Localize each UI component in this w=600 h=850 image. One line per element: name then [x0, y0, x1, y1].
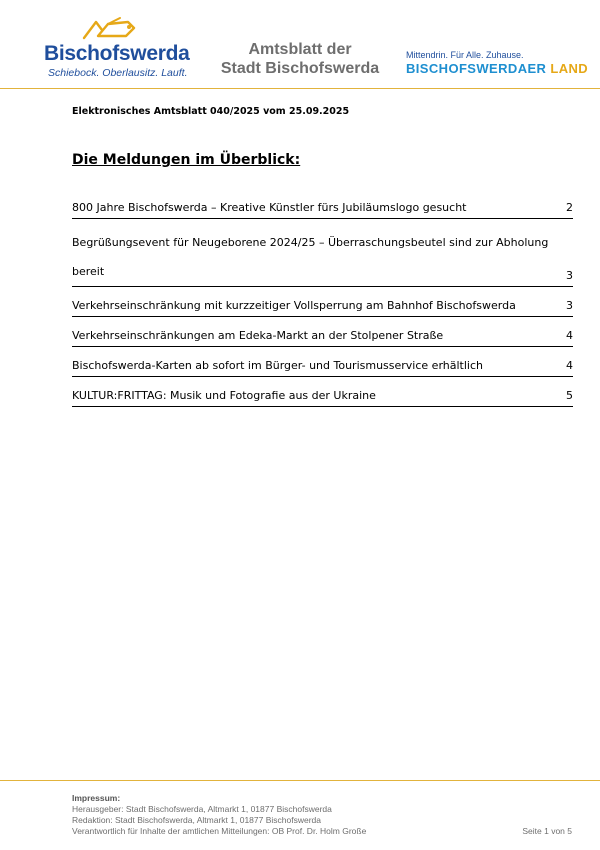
- page-header: [0, 0, 600, 89]
- toc-item-page: 2: [566, 201, 573, 214]
- region-name: [406, 61, 588, 76]
- imprint-editorial: Redaktion: Stadt Bischofswerda, Altmarkt 1, 01877 Bischofswerda: [72, 815, 321, 825]
- toc-item-page: 3: [566, 269, 573, 282]
- toc-item[interactable]: [72, 228, 573, 287]
- region-logo[interactable]: [406, 50, 588, 76]
- toc-item-page: 3: [566, 299, 573, 312]
- toc-item-title: Verkehrseinschränkungen am Edeka-Markt an der Stolpener Straße: [72, 329, 444, 342]
- imprint-responsible: Verantwortlich für Inhalte der amtlichen Mitteilungen: OB Prof. Dr. Holm Große: [72, 826, 367, 836]
- title-line-1: Amtsblatt der: [248, 41, 352, 58]
- toc-item[interactable]: [72, 356, 573, 377]
- footer-divider: [0, 780, 600, 781]
- toc-item-page: 4: [566, 359, 573, 372]
- toc-item[interactable]: [72, 198, 573, 219]
- issue-line: Elektronisches Amtsblatt 040/2025 vom 25.09.2025: [72, 106, 350, 117]
- logo-tagline: Schiebock. Oberlausitz. Lauft.: [48, 67, 188, 79]
- imprint-publisher: Herausgeber: Stadt Bischofswerda, Altmarkt 1, 01877 Bischofswerda: [72, 804, 332, 814]
- header-divider: [0, 88, 600, 89]
- toc-item[interactable]: [72, 296, 573, 317]
- toc-item-title: KULTUR:FRITTAG: Musik und Fotografie aus der Ukraine: [72, 389, 376, 402]
- toc-item-title: Bischofswerda-Karten ab sofort im Bürger- und Tourismusservice erhältlich: [72, 359, 483, 372]
- page-title: [200, 40, 400, 78]
- toc-item-page: 5: [566, 389, 573, 402]
- logo-name: Bischofswerda: [44, 42, 190, 65]
- imprint-heading: Impressum:: [72, 793, 121, 803]
- imprint: [72, 793, 366, 837]
- region-name-part2: LAND: [550, 61, 589, 76]
- page-indicator: Seite 1 von 5: [522, 826, 572, 836]
- region-name-part1: BISCHOFSWERDAER: [406, 61, 547, 76]
- table-of-contents: [72, 198, 573, 416]
- toc-item[interactable]: [72, 386, 573, 407]
- region-slogan: Mittendrin. Für Alle. Zuhause.: [406, 50, 524, 60]
- overview-heading: Die Meldungen im Überblick:: [72, 152, 301, 168]
- grasshopper-logo-icon: [80, 16, 138, 42]
- toc-item-title: Begrüßungsevent für Neugeborene 2024/25 – Überraschungsbeutel sind zur Abholung bereit: [72, 236, 549, 278]
- toc-item-title: 800 Jahre Bischofswerda – Kreative Künstler fürs Jubiläumslogo gesucht: [72, 201, 467, 214]
- toc-item-title: Verkehrseinschränkung mit kurzzeitiger Vollsperrung am Bahnhof Bischofswerda: [72, 299, 516, 312]
- toc-item[interactable]: [72, 326, 573, 347]
- toc-item-page: 4: [566, 329, 573, 342]
- title-line-2: Stadt Bischofswerda: [220, 60, 380, 77]
- city-logo[interactable]: [44, 16, 190, 79]
